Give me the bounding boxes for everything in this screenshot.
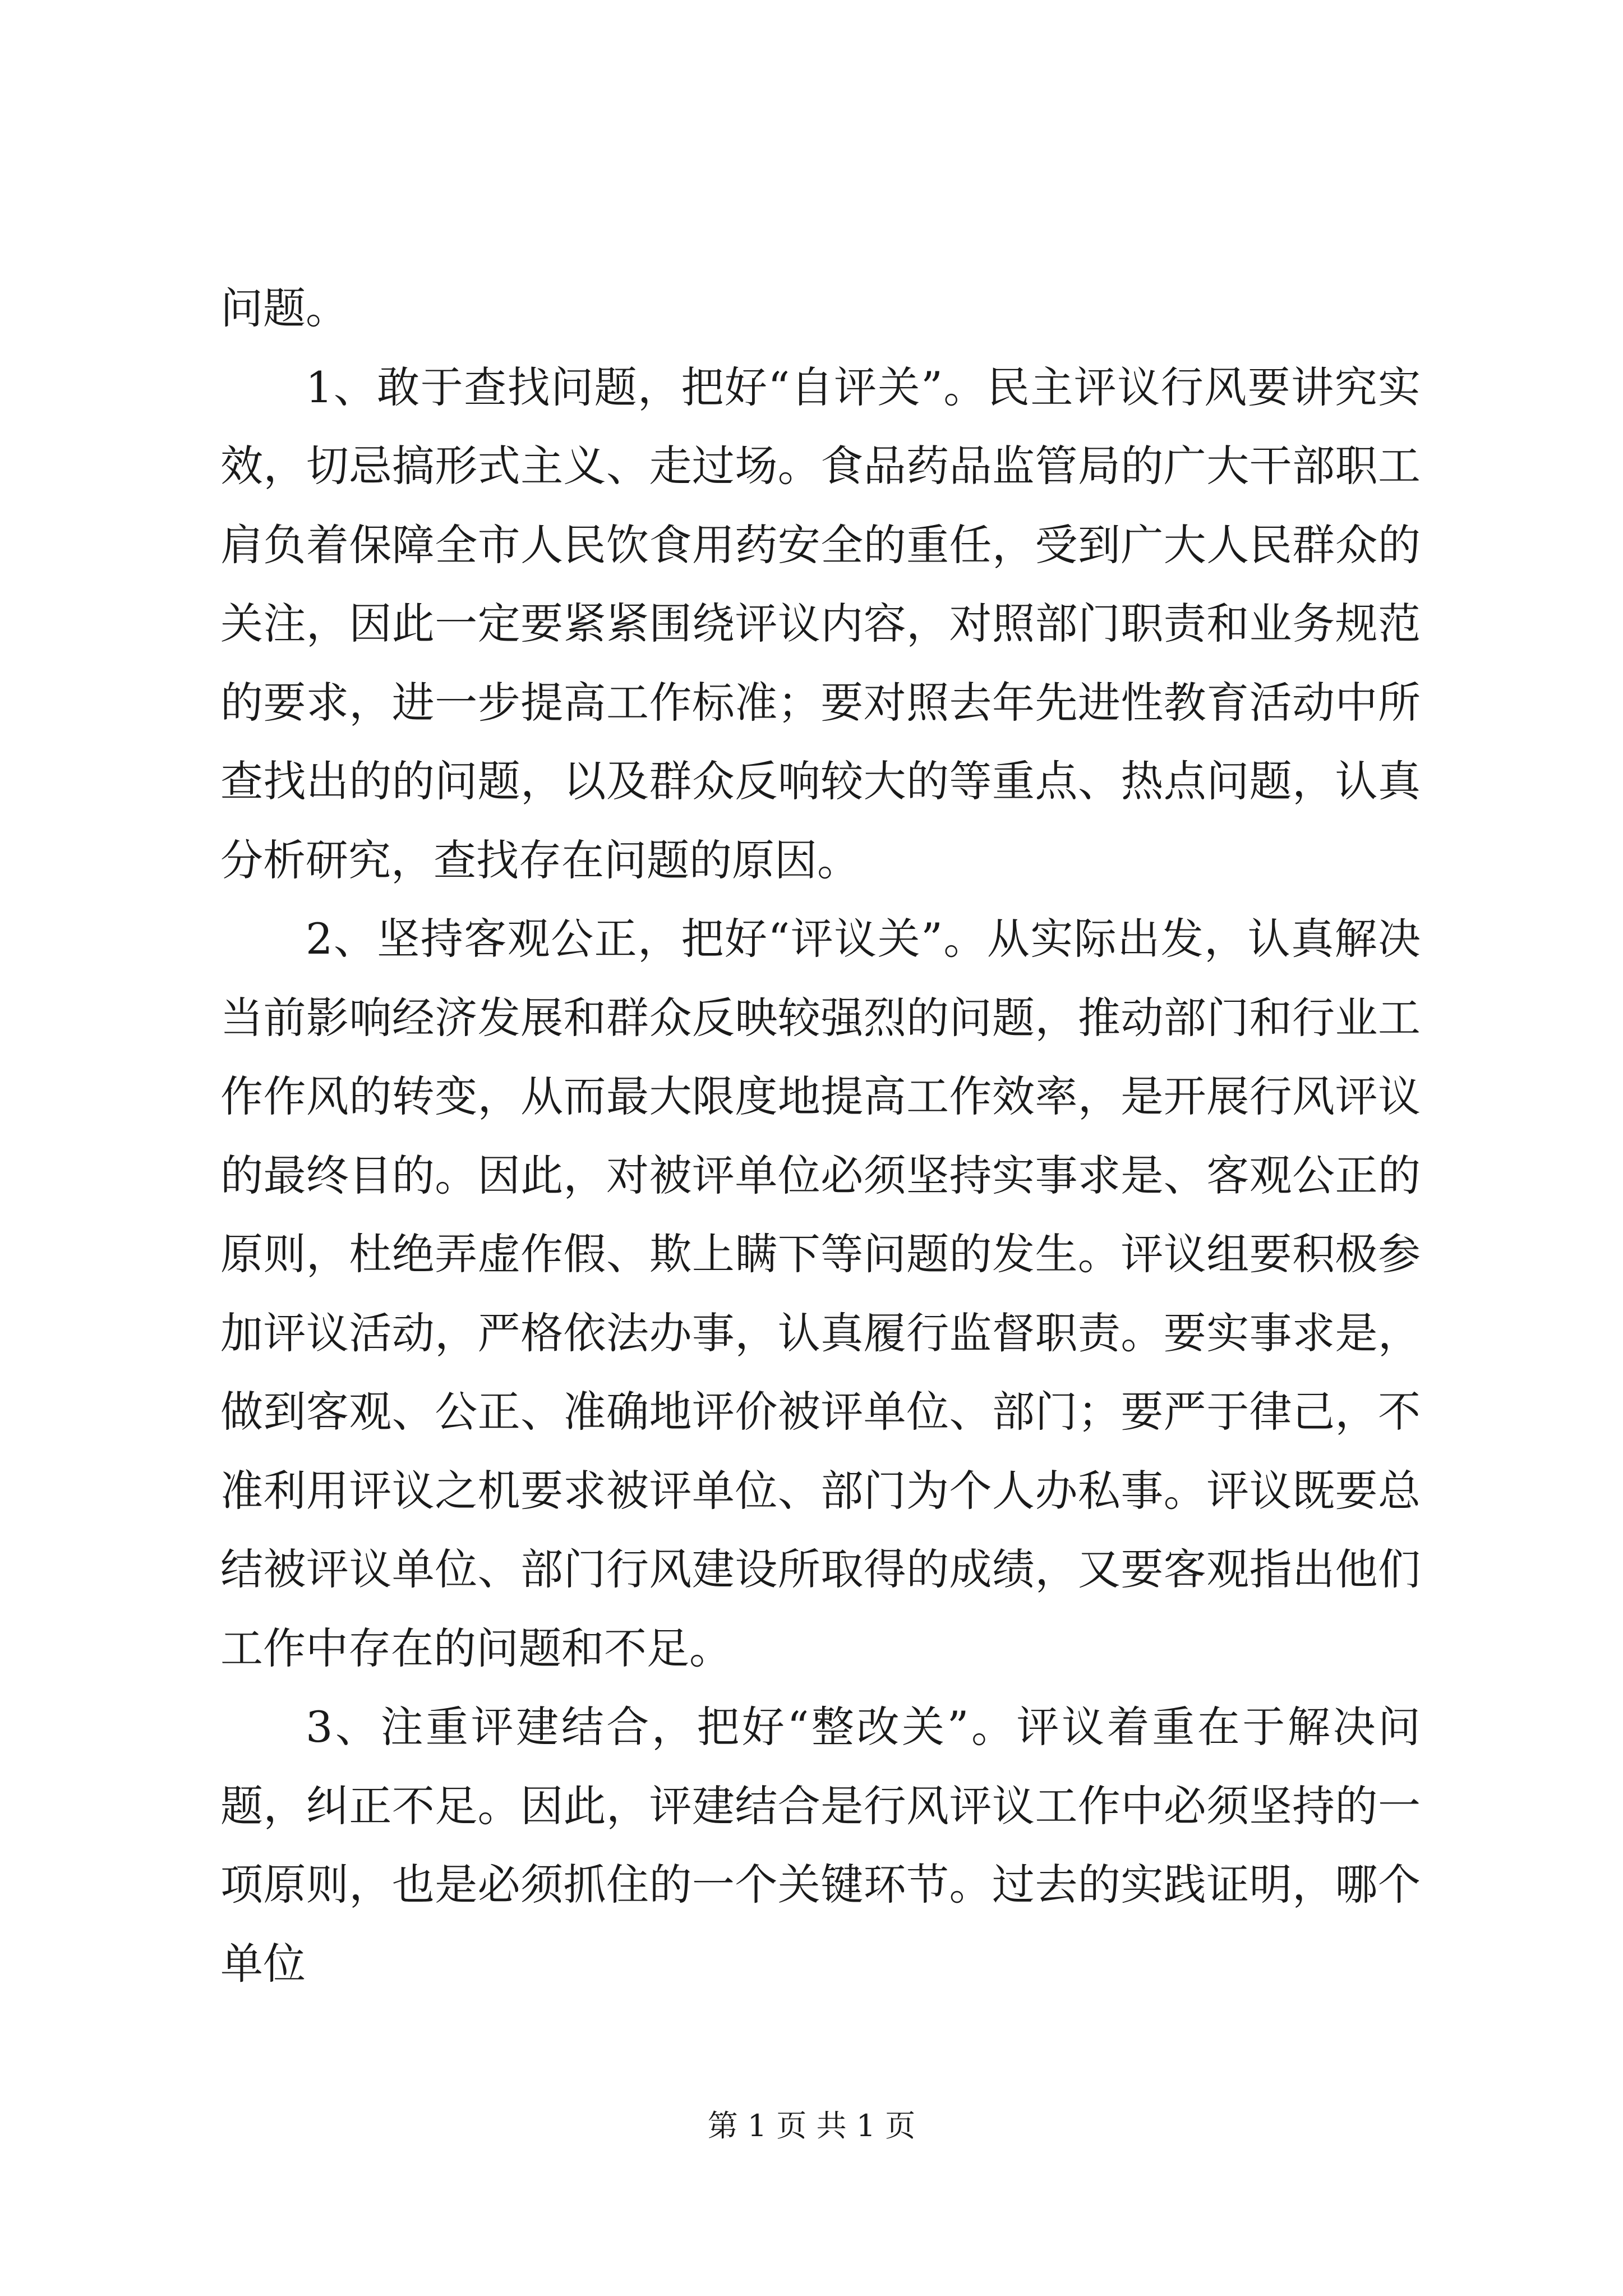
paragraph-item-1: 1、敢于查找问题，把好“自评关”。民主评议行风要讲究实效，切忌搞形式主义、走过场。食品药品监管局的广大干部职工肩负着保障全市人民饮食用药安全的重任，受到广大人民群众的关注，因此一定要紧紧围绕评议内容，对照部门职责和业务规范的要求，进一步提高工作标准；要对照去年先进性教育活动中所查找出的的问题，以及群众反响较大的等重点、热点问题，认真分析研究，查找存在问题的原因。 [220,362,1421,885]
paragraph-item-3: 3、注重评建结合，把好“整改关”。评议着重在于解决问题，纠正不足。因此，评建结合是行风评议工作中必须坚持的一项原则，也是必须抓住的一个关键环节。过去的实践证明，哪个单位 [220,1702,1421,1989]
page-number-footer: 第 1 页 共 1 页 [707,2108,916,2143]
document-body [220,269,1421,2003]
paragraph-continuation: 问题。 [220,283,348,333]
paragraph-item-2: 2、坚持客观公正，把好“评议关”。从实际出发，认真解决当前影响经济发展和群众反映较强烈的问题，推动部门和行业工作作风的转变，从而最大限度地提高工作效率，是开展行风评议的最终目的。因此，对被评单位必须坚持实事求是、客观公正的原则，杜绝弄虚作假、欺上瞒下等问题的发生。评议组要积极参加评议活动，严格依法办事，认真履行监督职责。要实事求是，做到客观、公正、准确地评价被评单位、部门；要严于律己，不准利用评议之机要求被评单位、部门为个人办私事。评议既要总结被评议单位、部门行风建设所取得的成绩，又要客观指出他们工作中存在的问题和不足。 [220,914,1421,1673]
